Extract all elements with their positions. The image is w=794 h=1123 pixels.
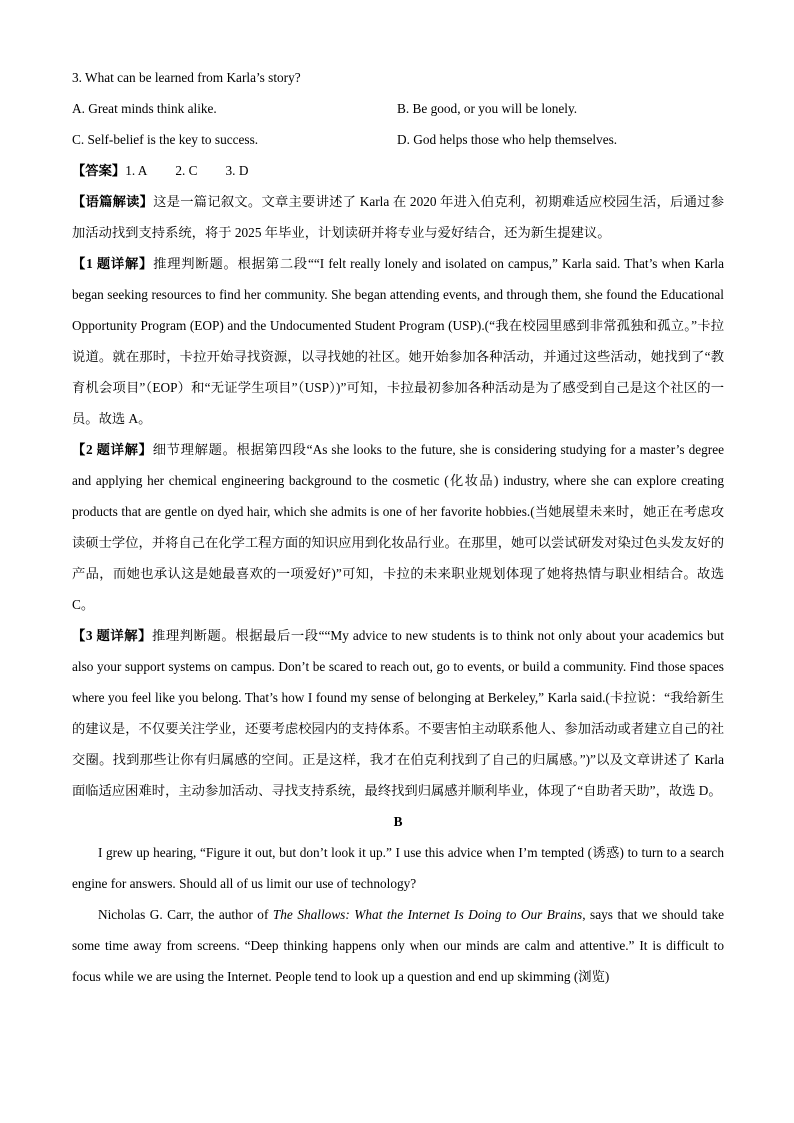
answer-1: 1. A [125,163,148,178]
answer-3: 3. D [225,163,249,178]
detail-1-text: 推理判断题。根据第二段““I felt really lonely and isolated on campus,” Karla said. That’s when Karla began seeking resources to find her community. She began attending events, and through them, she found the Educational Opportunity Program (EOP) and the Undocumented Student Program (USP).(“我在校园里感到非常孤独和孤立。”卡拉说道。就在那时，卡拉开始寻找资源，以寻找她的社区。她开始参加各种活动，并通过这些活动，她找到了“教育机会项目”（EOP）和“无证学生项目”（USP）)”可知，卡拉最初参加各种活动是为了感受到自己是这个社区的一员。故选 A。 [72,256,724,426]
answer-2: 2. C [175,163,198,178]
option-b: B. Be good, or you will be lonely. [397,101,578,116]
detail-2 [72,434,724,620]
detail-3 [72,620,724,806]
detail-2-label: 【2 题详解】 [72,442,153,457]
option-d: D. God helps those who help themselves. [397,132,618,147]
question-3-stem: 3. What can be learned from Karla’s story? [72,70,301,85]
detail-1 [72,248,724,434]
detail-3-text: 推理判断题。根据最后一段““My advice to new students is to think not only about your academics but also your support systems on campus. Don’t be scared to reach out, go to events, or build a community. Find those spaces where you feel like you belong. That’s how I found my sense of belonging at Berkeley,” Karla said.(卡拉说：“我给新生的建议是，不仅要关注学业，还要考虑校园内的支持体系。不要害怕主动联系他人、参加活动或者建立自己的社交圈。找到那些让你有归属感的空间。正是这样，我才在伯克利找到了自己的归属感。”)”以及文章讲述了 Karla 面临适应困难时，主动参加活动、寻找支持系统，最终找到归属感并顺利毕业，体现了“自助者天助”，故选 D。 [72,628,724,798]
paragraph-2-start: Nicholas G. Carr, the author of [98,907,273,922]
analysis-text: 这是一篇记叙文。文章主要讲述了 Karla 在 2020 年进入伯克利，初期难适应校园生活，后通过参加活动找到支持系统，将于 2025 年毕业，计划读研并将专业与爱好结合，还为新生提建议。 [72,194,725,240]
detail-1-label: 【1 题详解】 [72,256,154,271]
text-analysis [72,186,724,248]
question-3-options-row-1 [72,93,724,124]
detail-3-label: 【3 题详解】 [72,628,152,643]
passage-b-paragraph-2 [72,899,724,992]
question-3-options-row-2 [72,124,724,155]
answer-label: 【答案】 [72,163,126,178]
document-page [72,62,724,992]
option-a: A. Great minds think alike. [72,101,217,116]
option-c: C. Self-belief is the key to success. [72,132,259,147]
passage-b-paragraph-1: I grew up hearing, “Figure it out, but don’t look it up.” I use this advice when I’m tempted (诱惑) to turn to a search engine for answers. Should all of us limit our use of technology? [72,845,724,891]
book-title: The Shallows: What the Internet Is Doing to Our Brains [272,907,583,922]
answer-key [72,155,724,186]
section-heading: B [393,814,403,829]
paragraph-2-rest: , says that we should take some time away from screens. “Deep thinking happens only when our minds are calm and attentive.” It is difficult to focus while we are using the Internet. People tend to look up a question and end up skimming (浏览) [72,907,724,984]
analysis-label: 【语篇解读】 [72,194,154,209]
detail-2-text: 细节理解题。根据第四段“As she looks to the future, she is considering studying for a master’s degree and applying her chemical engineering background to the cosmetic (化妆品) industry, where she can explore creating products that are gentle on dyed hair, which she admits is one of her favorite hobbies.(当她展望未来时，她正在考虑攻读硕士学位，并将自己在化学工程方面的知识应用到化妆品行业。在那里，她可以尝试研发对染过色头发友好的产品，而她也承认这是她最喜欢的一项爱好)”可知，卡拉的未来职业规划体现了她将热情与职业相结合。故选 C。 [72,442,724,612]
